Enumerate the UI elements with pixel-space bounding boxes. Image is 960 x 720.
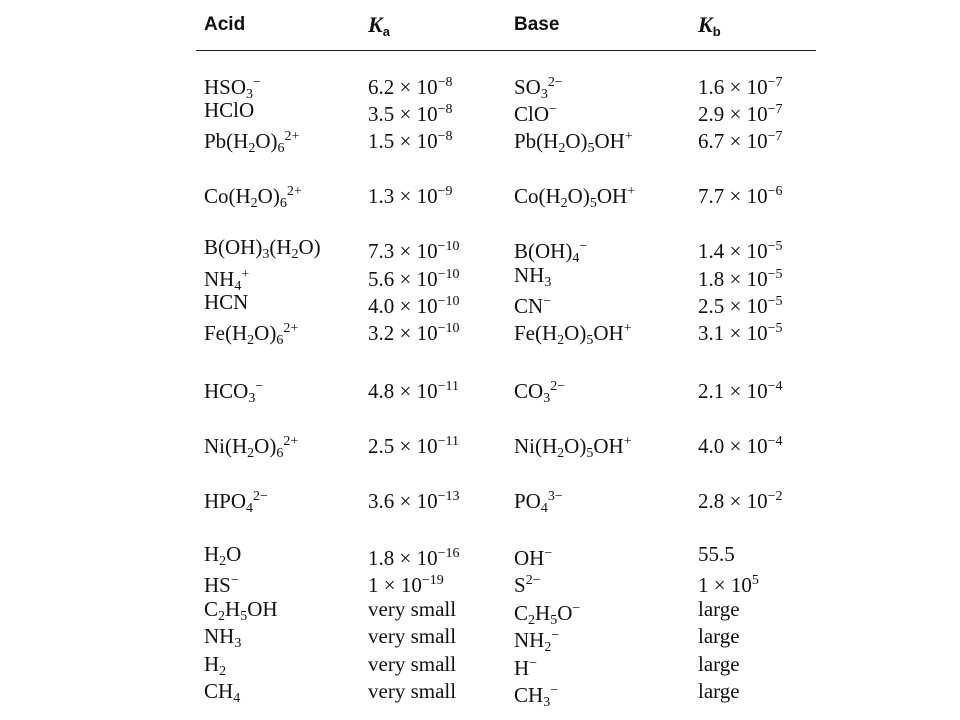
ka-value: $2.5 \times 10^{-11}$ (368, 434, 459, 458)
kb-value: $6.7 \times 10^{-7}$ (698, 129, 783, 153)
kb-value: $1.4 \times 10^{-5}$ (698, 239, 783, 263)
ka-value: $3.2 \times 10^{-10}$ (368, 321, 460, 345)
header-ka-subscript: a (382, 24, 390, 39)
base-formula: $C_2H_5O^-$ (514, 601, 581, 628)
acid-formula: $CH_4$ (204, 679, 241, 706)
header-acid: Acid (204, 14, 246, 35)
header-kb-subscript: b (712, 24, 721, 39)
base-formula: $Pb(H_2O)_5OH^+$ (514, 129, 633, 156)
kb-value: large (698, 624, 740, 648)
acid-formula: HS− (204, 573, 239, 597)
table-row (196, 623, 816, 655)
ka-value: very small (368, 652, 457, 676)
base-formula: $CH_3^-$ (514, 683, 559, 710)
ka-value: very small (368, 679, 457, 703)
base-formula: $Co(H_2O)_5OH^+$ (514, 184, 636, 211)
ka-value: $3.6 \times 10^{-13}$ (368, 489, 460, 513)
kb-value: $2.8 \times 10^{-2}$ (698, 489, 783, 513)
acid-formula: $HPO_4^{2-}$ (204, 489, 268, 516)
table-row (196, 70, 816, 102)
kb-value: large (698, 597, 740, 621)
acid-formula: $HCO_3^-$ (204, 379, 264, 406)
acid-formula: $NH_3$ (204, 624, 242, 651)
ka-value: $1.5 \times 10^{-8}$ (368, 129, 453, 153)
kb-value: $2.5 \times 10^{-5}$ (698, 294, 783, 318)
table-header (196, 0, 816, 51)
acid-formula: $C_2H_5OH$ (204, 597, 278, 624)
header-ka-symbol: K (368, 12, 383, 37)
table-row (196, 429, 816, 461)
base-formula: $B(OH)_4^-$ (514, 239, 588, 266)
ka-value: $1.3 \times 10^{-9}$ (368, 184, 453, 208)
table-row (196, 596, 816, 628)
kb-value: $3.1 \times 10^{-5}$ (698, 321, 783, 345)
base-formula: $PO_4^{3-}$ (514, 489, 563, 516)
base-formula: OH− (514, 546, 553, 570)
table-row (196, 316, 816, 348)
acid-formula: $NH_4^+$ (204, 267, 250, 294)
table-row (196, 262, 816, 294)
base-formula: H− (514, 656, 538, 680)
table-row (196, 374, 816, 406)
ka-value: $4.0 \times 10^{-10}$ (368, 294, 460, 318)
ka-value: $1 \times 10^{-19}$ (368, 573, 444, 597)
base-formula: $S^{2-}$ (514, 573, 541, 597)
acid-formula: $HSO_3^-$ (204, 75, 261, 102)
acid-formula: HClO (204, 98, 255, 122)
kb-value: $1.6 \times 10^{-7}$ (698, 75, 783, 99)
ka-value: $7.3 \times 10^{-10}$ (368, 239, 460, 263)
base-formula: $NH_3$ (514, 263, 552, 290)
kb-value: $1.8 \times 10^{-5}$ (698, 267, 783, 291)
ka-value: very small (368, 624, 457, 648)
acid-formula: $H_2O$ (204, 542, 242, 569)
ka-value: $4.8 \times 10^{-11}$ (368, 379, 459, 403)
table-row (196, 484, 816, 516)
table-row (196, 124, 816, 156)
table-row (196, 651, 816, 680)
kb-value: large (698, 652, 740, 676)
kb-value: $2.1 \times 10^{-4}$ (698, 379, 783, 403)
kb-value: 55.5 (698, 542, 735, 566)
base-formula: $NH_2^-$ (514, 628, 560, 655)
base-formula: $SO_3^{2-}$ (514, 75, 563, 102)
base-formula: CN− (514, 294, 552, 318)
acid-formula: $Co(H_2O)_6^{2+}$ (204, 184, 302, 211)
base-formula: $CO_3^{2-}$ (514, 379, 566, 406)
acid-formula: $H_2$ (204, 652, 227, 679)
table-row (196, 541, 816, 570)
kb-value: large (698, 679, 740, 703)
table-row (196, 234, 816, 266)
acid-formula: $Fe(H_2O)_6^{2+}$ (204, 321, 299, 348)
ka-value: $1.8 \times 10^{-16}$ (368, 546, 460, 570)
ka-value: $5.6 \times 10^{-10}$ (368, 267, 460, 291)
kb-value: $4.0 \times 10^{-4}$ (698, 434, 783, 458)
ka-value: $6.2 \times 10^{-8}$ (368, 75, 453, 99)
table-row (196, 289, 816, 318)
header-base: Base (514, 14, 560, 35)
base-formula: ClO− (514, 102, 557, 126)
table-row (196, 97, 816, 126)
ka-value: $3.5 \times 10^{-8}$ (368, 102, 453, 126)
table-row (196, 568, 816, 597)
header-kb-symbol: K (698, 12, 713, 37)
base-formula: $Fe(H_2O)_5OH^+$ (514, 321, 632, 348)
acid-formula: $B(OH)_3(H_2O)$ (204, 235, 321, 262)
kb-value: $2.9 \times 10^{-7}$ (698, 102, 783, 126)
acid-formula: $Ni(H_2O)_6^{2+}$ (204, 434, 299, 461)
acid-formula: $Pb(H_2O)_6^{2+}$ (204, 129, 300, 156)
table-row (196, 678, 816, 710)
kb-value: $7.7 \times 10^{-6}$ (698, 184, 783, 208)
header-ka (368, 12, 390, 39)
kb-value: $1 \times 10^5$ (698, 573, 759, 597)
table-row (196, 179, 816, 211)
ka-value: very small (368, 597, 457, 621)
base-formula: $Ni(H_2O)_5OH^+$ (514, 434, 632, 461)
acid-formula: HCN (204, 290, 249, 314)
header-kb (698, 12, 721, 39)
